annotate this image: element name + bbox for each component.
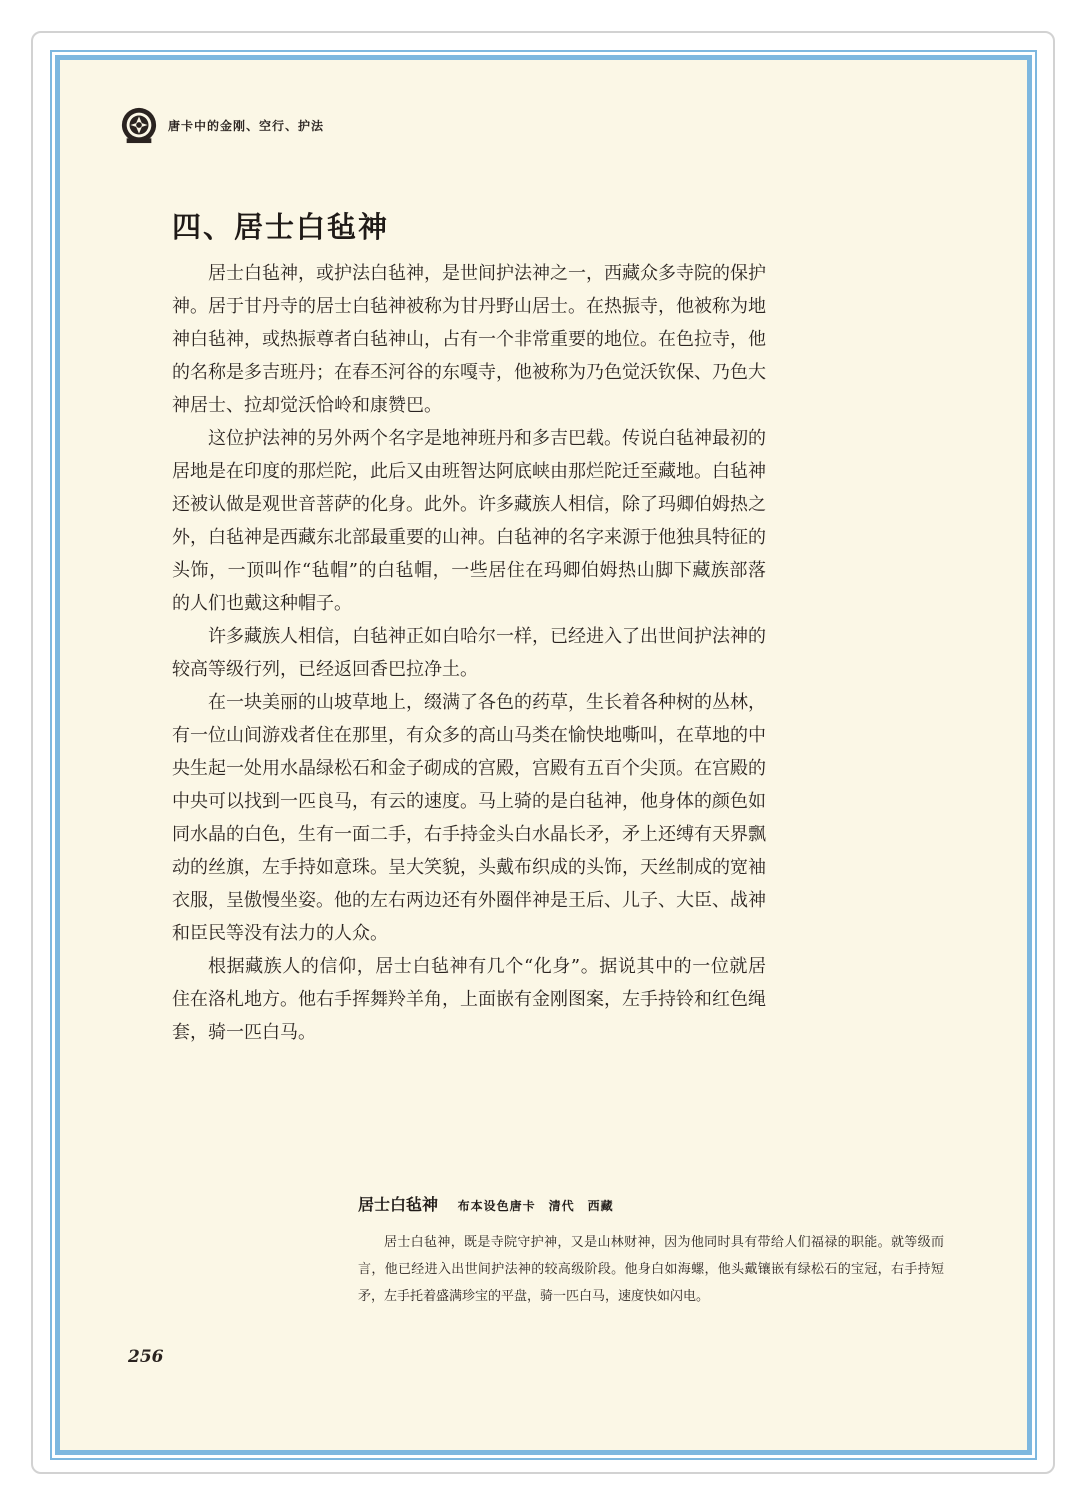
section-title: 四、居士白毡神 [172,210,390,244]
body-text [172,257,766,1049]
paragraph: 在一块美丽的山坡草地上，缀满了各色的药草，生长着各种树的丛林，有一位山间游戏者住在那里，有众多的高山马类在愉快地嘶叫，在草地的中央生起一处用水晶绿松石和金子砌成的宫殿，宫殿有五百个尖顶。在宫殿的中央可以找到一匹良马，有云的速度。马上骑的是白毡神，他身体的颜色如同水晶的白色，生有一面二手，右手持金头白水晶长矛，矛上还缚有天界飘动的丝旗，左手持如意珠。呈大笑貌，头戴布织成的头饰，天丝制成的宽袖衣服，呈傲慢坐姿。他的左右两边还有外圈伴神是王后、儿子、大臣、战神和臣民等没有法力的人众。 [172,692,766,944]
paragraph: 这位护法神的另外两个名字是地神班丹和多吉巴载。传说白毡神最初的居地是在印度的那烂陀，此后又由班智达阿底峡由那烂陀迁至藏地。白毡神还被认做是观世音菩萨的化身。此外。许多藏族人相信，除了玛卿伯姆热之外，白毡神是西藏东北部最重要的山神。白毡神的名字来源于他独具特征的头饰，一顶叫作“毡帽”的白毡帽，一些居住在玛卿伯姆热山脚下藏族部落的人们也戴这种帽子。 [172,428,766,614]
caption-title: 居士白毡神 [358,1195,439,1214]
mandala-emblem-icon [120,106,158,144]
figure-caption [358,1192,944,1310]
running-title: 唐卡中的金刚、空行、护法 [168,118,325,133]
paragraph: 根据藏族人的信仰，居士白毡神有几个“化身”。据说其中的一位就居住在洛札地方。他右手挥舞羚羊角，上面嵌有金刚图案，左手持铃和红色绳套，骑一匹白马。 [172,956,766,1043]
paragraph: 许多藏族人相信，白毡神正如白哈尔一样，已经进入了出世间护法神的较高等级行列，已经返回香巴拉净土。 [172,626,766,680]
running-header [120,105,324,145]
caption-text: 居士白毡神，既是寺院守护神，又是山林财神，因为他同时具有带给人们福禄的职能。就等级而言，他已经进入出世间护法神的较高级阶段。他身白如海螺，他头戴镶嵌有绿松石的宝冠，右手持短矛，左手托着盛满珍宝的平盘，骑一匹白马，速度快如闪电。 [358,1235,944,1304]
book-page [55,55,1032,1455]
caption-heading [358,1192,944,1215]
paragraph: 居士白毡神，或护法白毡神，是世间护法神之一，西藏众多寺院的保护神。居于甘丹寺的居士白毡神被称为甘丹野山居士。在热振寺，他被称为地神白毡神，或热振尊者白毡神山，占有一个非常重要的地位。在色拉寺，他的名称是多吉班丹；在春丕河谷的东嘎寺，他被称为乃色觉沃钦保、乃色大神居士、拉却觉沃恰岭和康赞巴。 [172,263,766,416]
caption-subtitle: 布本设色唐卡 清代 西藏 [457,1199,614,1213]
page-number: 256 [128,1347,164,1367]
